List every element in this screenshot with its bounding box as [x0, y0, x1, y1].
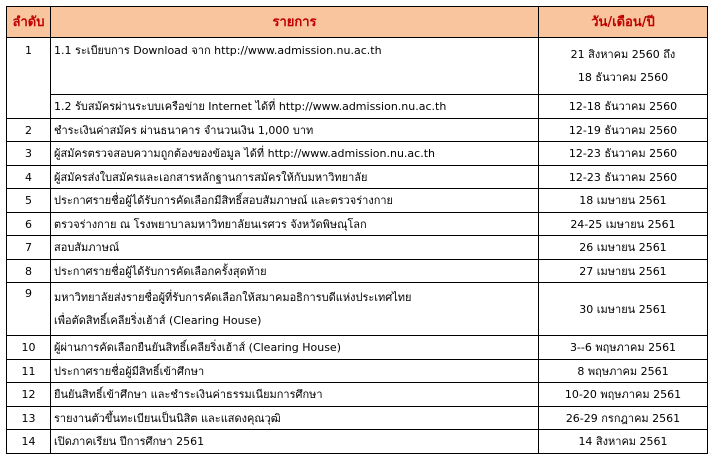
table-row — [7, 236, 708, 260]
row-item: สอบสัมภาษณ์ — [51, 236, 539, 260]
header-row — [7, 7, 708, 38]
row-item-line-2: เพื่อตัดสิทธิ์เคลียริ่งเฮ้าส์ (Clearing House) — [54, 314, 262, 327]
row-date: 26 เมษายน 2561 — [539, 236, 708, 260]
schedule-table — [6, 6, 708, 454]
row-date-line-1: 21 สิงหาคม 2560 ถึง — [570, 48, 676, 61]
row-number: 6 — [7, 213, 51, 236]
row-date: 14 สิงหาคม 2561 — [539, 430, 708, 454]
table-row — [7, 213, 708, 236]
row-date: 3--6 พฤษภาคม 2561 — [539, 336, 708, 360]
row-number: 3 — [7, 142, 51, 166]
table-row — [7, 119, 708, 142]
table-row — [7, 430, 708, 454]
row-number: 7 — [7, 236, 51, 260]
row-number: 1 — [7, 38, 51, 119]
row-item: ผู้สมัครตรวจสอบความถูกต้องของข้อมูล ได้ที่ http://www.admission.nu.ac.th — [51, 142, 539, 166]
row-date-line-2: 18 ธันวาคม 2560 — [577, 71, 669, 84]
row-date: 26-29 กรกฎาคม 2561 — [539, 407, 708, 430]
row-date: 24-25 เมษายน 2561 — [539, 213, 708, 236]
row-date: 27 เมษายน 2561 — [539, 260, 708, 283]
table-row — [7, 407, 708, 430]
row-item: รายงานตัวขึ้นทะเบียนเป็นนิสิต และแสดงคุณวุฒิ — [51, 407, 539, 430]
row-date: 12-18 ธันวาคม 2560 — [539, 95, 708, 119]
row-number: 11 — [7, 360, 51, 383]
table-row — [7, 360, 708, 383]
row-number: 13 — [7, 407, 51, 430]
row-number: 2 — [7, 119, 51, 142]
row-item: ประกาศรายชื่อผู้ได้รับการคัดเลือกครั้งสุดท้าย — [51, 260, 539, 283]
header-no: ลำดับ — [7, 7, 51, 38]
row-date: 30 เมษายน 2561 — [539, 283, 708, 336]
row-date: 12-23 ธันวาคม 2560 — [539, 142, 708, 166]
row-item: เปิดภาคเรียน ปีการศึกษา 2561 — [51, 430, 539, 454]
table-row — [7, 38, 708, 95]
row-date: 10-20 พฤษภาคม 2561 — [539, 383, 708, 407]
row-number: 14 — [7, 430, 51, 454]
table-row — [7, 383, 708, 407]
table-row — [7, 336, 708, 360]
row-number: 10 — [7, 336, 51, 360]
row-number: 5 — [7, 189, 51, 213]
row-item: 1.2 รับสมัครผ่านระบบเครือข่าย Internet ได้ที่ http://www.admission.nu.ac.th — [51, 95, 539, 119]
row-item: ยืนยันสิทธิ์เข้าศึกษา และชำระเงินค่าธรรมเนียมการศึกษา — [51, 383, 539, 407]
row-date — [539, 38, 708, 95]
table-row — [7, 95, 708, 119]
header-item: รายการ — [51, 7, 539, 38]
row-date: 12-19 ธันวาคม 2560 — [539, 119, 708, 142]
table-row — [7, 260, 708, 283]
row-item — [51, 283, 539, 336]
row-item: ชำระเงินค่าสมัคร ผ่านธนาคาร จำนวนเงิน 1,000 บาท — [51, 119, 539, 142]
row-item: ประกาศรายชื่อผู้มีสิทธิ์เข้าศึกษา — [51, 360, 539, 383]
row-item: ประกาศรายชื่อผู้ได้รับการคัดเลือกมีสิทธิ์สอบสัมภาษณ์ และตรวจร่างกาย — [51, 189, 539, 213]
row-date: 12-23 ธันวาคม 2560 — [539, 166, 708, 189]
row-date: 8 พฤษภาคม 2561 — [539, 360, 708, 383]
header-date: วัน/เดือน/ปี — [539, 7, 708, 38]
row-item-line-1: มหาวิทยาลัยส่งรายชื่อผู้ที่รับการคัดเลือกให้สมาคมอธิการบดีแห่งประเทศไทย — [54, 291, 412, 304]
row-item: 1.1 ระเบียบการ Download จาก http://www.admission.nu.ac.th — [51, 38, 539, 95]
table-row — [7, 142, 708, 166]
table-row — [7, 166, 708, 189]
row-item: ผู้ผ่านการคัดเลือกยืนยันสิทธิ์เคลียริ่งเฮ้าส์ (Clearing House) — [51, 336, 539, 360]
row-number: 9 — [7, 283, 51, 336]
row-number: 8 — [7, 260, 51, 283]
row-item: ตรวจร่างกาย ณ โรงพยาบาลมหาวิทยาลัยนเรศวร จังหวัดพิษณุโลก — [51, 213, 539, 236]
row-number: 4 — [7, 166, 51, 189]
table-row — [7, 283, 708, 336]
table-row — [7, 189, 708, 213]
row-item: ผู้สมัครส่งใบสมัครและเอกสารหลักฐานการสมัครให้กับมหาวิทยาลัย — [51, 166, 539, 189]
row-date: 18 เมษายน 2561 — [539, 189, 708, 213]
row-number: 12 — [7, 383, 51, 407]
